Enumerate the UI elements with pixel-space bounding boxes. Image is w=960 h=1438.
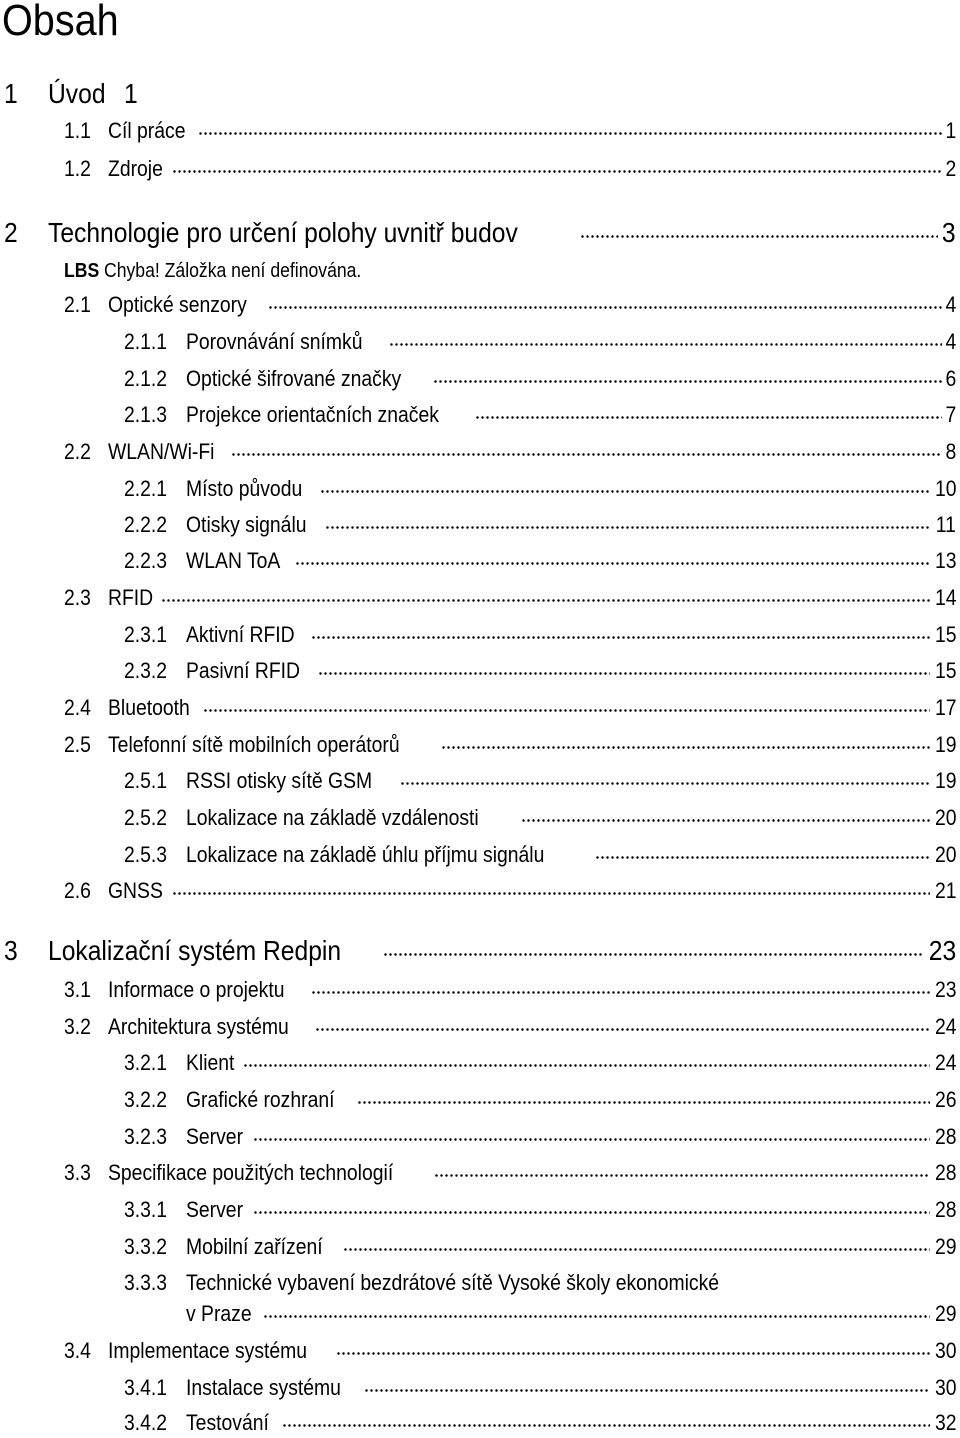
toc-leader: [282, 1408, 929, 1430]
toc-text: Lokalizace na základě úhlu příjmu signálu: [186, 842, 545, 867]
toc-leader: [389, 327, 942, 349]
toc-error-line: [64, 257, 396, 285]
toc-leader: [172, 876, 929, 898]
toc-leader: [311, 975, 930, 997]
toc-page: 19: [934, 768, 956, 793]
toc-entry-3-3-1[interactable]: [124, 1195, 956, 1225]
toc-leader: [318, 656, 930, 678]
toc-entry-3-2-3[interactable]: [124, 1122, 956, 1152]
toc-text: RSSI otisky sítě GSM: [186, 768, 373, 793]
toc-number: 2.1: [64, 292, 91, 317]
toc-entry-2-3-1[interactable]: [124, 620, 956, 650]
toc-page: 2: [945, 156, 956, 181]
toc-number: 2: [4, 217, 18, 248]
toc-leader: [336, 1336, 929, 1358]
toc-number: 2.1.3: [124, 402, 168, 427]
toc-page: 20: [934, 842, 956, 867]
toc-page: 7: [945, 402, 956, 427]
toc-entry-3-3-2[interactable]: [124, 1232, 956, 1262]
toc-number: 2.2.2: [124, 512, 168, 537]
toc-entry-1-1[interactable]: [64, 116, 956, 146]
toc-number: 3.4.2: [124, 1410, 168, 1435]
toc-leader: [198, 116, 942, 138]
toc-entry-3-2-1[interactable]: [124, 1048, 956, 1078]
toc-entry-2-5[interactable]: [64, 730, 956, 760]
toc-text: Bluetooth: [108, 695, 190, 720]
toc-leader: [311, 620, 929, 642]
toc-number: 2.5: [64, 732, 91, 757]
toc-leader: [343, 1232, 929, 1254]
toc-number: 3.4.1: [124, 1375, 168, 1400]
toc-text: Projekce orientačních značek: [186, 402, 439, 427]
toc-text: Cíl práce: [108, 118, 186, 143]
toc-number: 2.1.2: [124, 366, 168, 391]
toc-number: 3.1: [64, 977, 91, 1002]
toc-text: Otisky signálu: [186, 512, 307, 537]
toc-text: Aktivní RFID: [186, 622, 295, 647]
toc-text: Úvod: [48, 78, 106, 109]
toc-entry-2-2-1[interactable]: [124, 474, 956, 504]
toc-entry-2-5-3[interactable]: [124, 840, 956, 870]
toc-leader: [441, 730, 929, 752]
toc-number: 3.2.1: [124, 1050, 168, 1075]
toc-page: 17: [934, 695, 956, 720]
toc-text: Instalace systému: [186, 1375, 341, 1400]
toc-entry-2-5-1[interactable]: [124, 766, 956, 796]
toc-leader: [400, 766, 930, 788]
toc-page: 8: [945, 439, 956, 464]
toc-text: Server: [186, 1197, 244, 1222]
toc-leader: [580, 214, 938, 242]
toc-text: Server: [186, 1124, 244, 1149]
toc-leader: [325, 510, 931, 532]
toc-entry-3-3-3[interactable]: [124, 1268, 956, 1298]
toc-text: Implementace systému: [108, 1338, 308, 1363]
toc-page: 30: [934, 1338, 956, 1363]
toc-text: Informace o projektu: [108, 977, 285, 1002]
toc-text: WLAN ToA: [186, 548, 281, 573]
toc-page: 29: [934, 1234, 956, 1259]
toc-page: 32: [934, 1410, 956, 1435]
toc-page: 29: [934, 1301, 956, 1326]
toc-leader: [172, 154, 941, 176]
toc-entry-3-4-1[interactable]: [124, 1373, 956, 1403]
toc-leader: [357, 1085, 930, 1107]
toc-entry-2-2[interactable]: [64, 437, 956, 467]
toc-entry-2-6[interactable]: [64, 876, 956, 906]
toc-entry-3-3-3-continuation[interactable]: [186, 1299, 956, 1329]
toc-page: 6: [945, 366, 956, 391]
toc-number: 2.5.2: [124, 805, 168, 830]
toc-text: Optické šifrované značky: [186, 366, 402, 391]
toc-page: 4: [945, 329, 956, 354]
toc-entry-3-1[interactable]: [64, 975, 956, 1005]
toc-entry-2-3-2[interactable]: [124, 656, 956, 686]
toc-text: Specifikace použitých technologií: [108, 1160, 394, 1185]
toc-number: 2.2.1: [124, 476, 168, 501]
toc-leader: [263, 1299, 930, 1321]
toc-page: 10: [934, 476, 956, 501]
toc-number: 1: [4, 78, 18, 109]
toc-page: 24: [934, 1050, 956, 1075]
toc-text: Klient: [186, 1050, 235, 1075]
toc-entry-2-2-2[interactable]: [124, 510, 956, 540]
toc-page: 15: [934, 622, 956, 647]
toc-number: 3.4: [64, 1338, 91, 1363]
toc-entry-2-1-2[interactable]: [124, 364, 956, 394]
toc-page: 28: [934, 1197, 956, 1222]
toc-error-lead: LBS: [64, 260, 100, 282]
toc-entry-2-3[interactable]: [64, 583, 956, 613]
toc-page: 21: [934, 878, 956, 903]
toc-number: 2.3.2: [124, 658, 168, 683]
toc-text: Optické senzory: [108, 292, 247, 317]
toc-leader: [595, 840, 929, 862]
toc-leader: [315, 1012, 929, 1034]
toc-text: Místo původu: [186, 476, 303, 501]
toc-leader: [433, 364, 942, 386]
toc-page: 23: [934, 977, 956, 1002]
toc-page: 24: [934, 1014, 956, 1039]
toc-entry-chapter-1[interactable]: [4, 76, 144, 112]
toc-leader: [475, 400, 941, 422]
toc-entry-chapter-3[interactable]: [4, 932, 956, 968]
toc-text: Mobilní zařízení: [186, 1234, 323, 1259]
toc-text: GNSS: [108, 878, 163, 903]
toc-page: 1: [945, 118, 956, 143]
toc-leader: [253, 1122, 930, 1144]
toc-page: 3: [942, 217, 956, 248]
toc-number: 3.3.2: [124, 1234, 168, 1259]
toc-number: 3.3.3: [124, 1270, 168, 1295]
toc-page: 14: [934, 585, 956, 610]
toc-number: 2.1.1: [124, 329, 168, 354]
toc-leader: [253, 1195, 930, 1217]
toc-leader: [434, 1158, 929, 1180]
toc-entry-chapter-2[interactable]: [4, 214, 956, 250]
toc-entry-1-2[interactable]: [64, 154, 956, 184]
toc-entry-2-1-3[interactable]: [124, 400, 956, 430]
toc-number: 2.5.3: [124, 842, 168, 867]
toc-leader: [161, 583, 929, 605]
toc-number: 3.2.3: [124, 1124, 168, 1149]
toc-number: 2.4: [64, 695, 91, 720]
toc-number: 2.6: [64, 878, 91, 903]
toc-number: 3.2: [64, 1014, 91, 1039]
toc-entry-3-4[interactable]: [64, 1336, 956, 1366]
toc-title: Obsah: [2, 0, 119, 45]
toc-number: 2.2: [64, 439, 91, 464]
toc-error-message: Chyba! Záložka není definována.: [104, 260, 362, 282]
toc-entry-3-2-2[interactable]: [124, 1085, 956, 1115]
toc-text: Telefonní sítě mobilních operátorů: [108, 732, 400, 757]
toc-leader: [243, 1048, 929, 1070]
toc-text: Testování: [186, 1410, 269, 1435]
toc-number: 3: [4, 935, 18, 966]
toc-number: 2.3.1: [124, 622, 168, 647]
toc-number: 3.3.1: [124, 1197, 168, 1222]
toc-text: Porovnávání snímků: [186, 329, 363, 354]
toc-number: 2.2.3: [124, 548, 168, 573]
toc-page: 4: [945, 292, 956, 317]
toc-number: 2.5.1: [124, 768, 168, 793]
toc-text: Architektura systému: [108, 1014, 289, 1039]
toc-leader: [295, 546, 929, 568]
toc-leader: [231, 437, 942, 459]
toc-text: Pasivní RFID: [186, 658, 301, 683]
toc-number: 3.3: [64, 1160, 91, 1185]
toc-entry-2-4[interactable]: [64, 693, 956, 723]
toc-leader: [383, 932, 923, 960]
toc-page: 19: [934, 732, 956, 757]
toc-entry-3-3[interactable]: [64, 1158, 956, 1188]
toc-page: 11: [935, 512, 956, 537]
toc-text: Technické vybavení bezdrátové sítě Vysoké školy ekonomické: [186, 1270, 720, 1295]
toc-entry-2-2-3[interactable]: [124, 546, 956, 576]
toc-entry-3-4-2[interactable]: [124, 1408, 956, 1438]
toc-number: 1.1: [64, 118, 91, 143]
toc-entry-3-2[interactable]: [64, 1012, 956, 1042]
toc-text: WLAN/Wi-Fi: [108, 439, 215, 464]
toc-text: Grafické rozhraní: [186, 1087, 335, 1112]
toc-page: 1: [124, 78, 138, 109]
toc-leader: [364, 1373, 929, 1395]
toc-number: 2.3: [64, 585, 91, 610]
toc-page: 30: [934, 1375, 956, 1400]
toc-leader: [521, 803, 930, 825]
toc-page: 13: [934, 548, 956, 573]
toc-entry-2-1-1[interactable]: [124, 327, 956, 357]
toc-page: 26: [934, 1087, 956, 1112]
toc-page: 28: [934, 1124, 956, 1149]
toc-number: 3.2.2: [124, 1087, 168, 1112]
toc-leader: [268, 290, 942, 312]
toc-text: Lokalizace na základě vzdálenosti: [186, 805, 479, 830]
toc-entry-2-5-2[interactable]: [124, 803, 956, 833]
toc-page: 20: [934, 805, 956, 830]
toc-text: Technologie pro určení polohy uvnitř budov: [48, 217, 518, 248]
toc-entry-2-1[interactable]: [64, 290, 956, 320]
toc-page: 28: [934, 1160, 956, 1185]
toc-text: Zdroje: [108, 156, 163, 181]
toc-text-continuation: v Praze: [186, 1301, 252, 1326]
toc-leader: [203, 693, 930, 715]
toc-page: 23: [928, 935, 956, 966]
toc-text: RFID: [108, 585, 154, 610]
toc-leader: [320, 474, 929, 496]
toc-page: 15: [934, 658, 956, 683]
toc-number: 1.2: [64, 156, 91, 181]
toc-text: Lokalizační systém Redpin: [48, 935, 342, 966]
